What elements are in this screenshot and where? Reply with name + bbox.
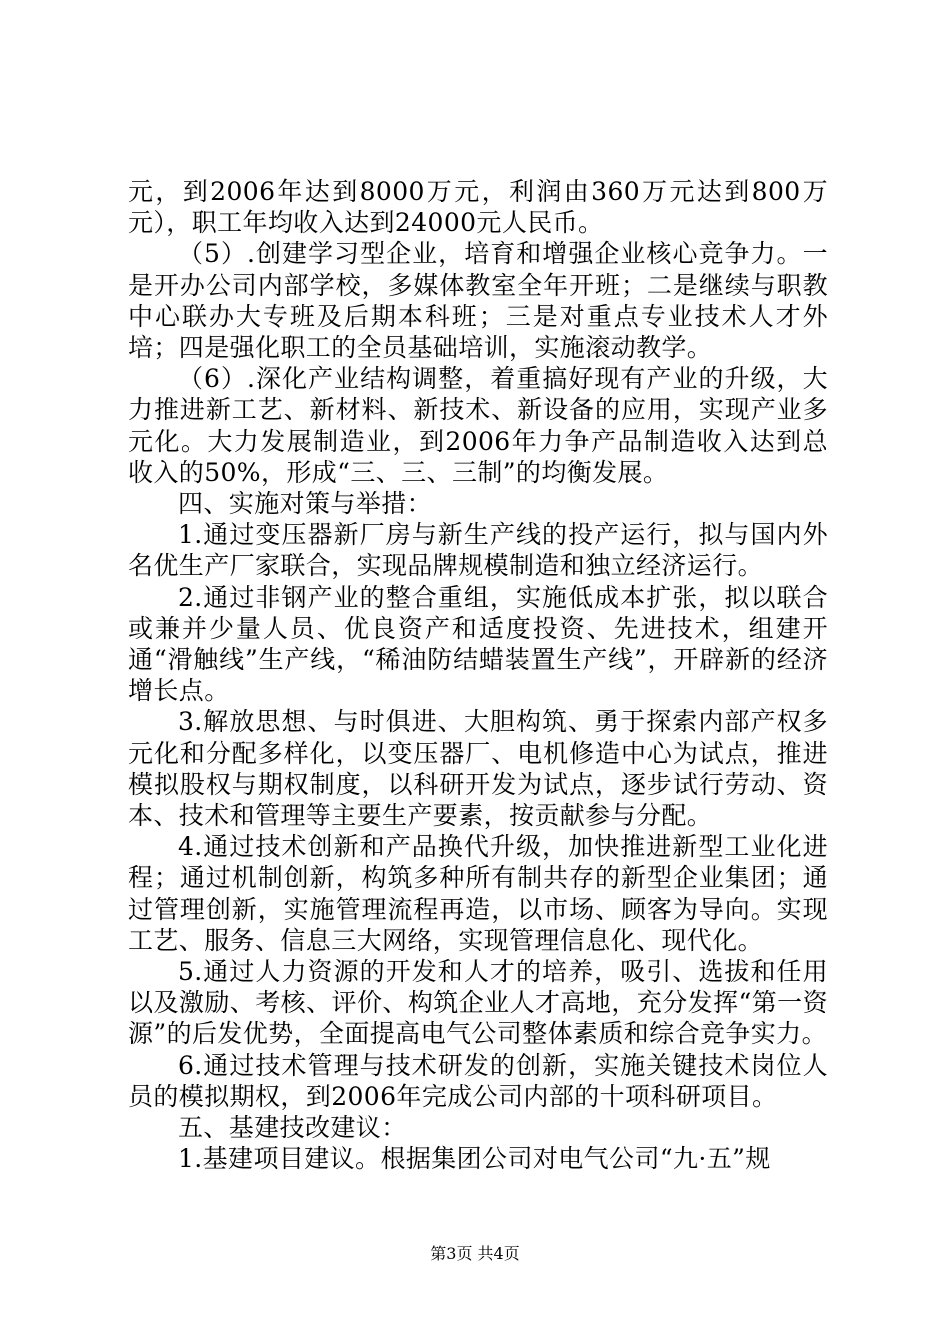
measure-3: 3.解放思想、与时俱进、大胆构筑、勇于探索内部产权多元化和分配多样化，以变压器厂、电机修造中心为试点，推进模拟股权与期权制度，以科研开发为试点，逐步试行劳动、资本、技术和管理等主要生产要素，按贡献参与分配。 [128, 707, 828, 831]
suggestion-1: 1.基建项目建议。根据集团公司对电气公司“九·五”规 [178, 1144, 771, 1174]
paragraph-continuation: 元，到2006年达到8000万元，利润由360万元达到800万元），职工年均收入达到24000元人民币。 [128, 177, 828, 238]
section-heading-4: 四、实施对策与举措： [178, 489, 433, 519]
page-footer: 第3页 共4页 [430, 1244, 520, 1263]
measure-6: 6.通过技术管理与技术研发的创新，实施关键技术岗位人员的模拟期权，到2006年完成公司内部的十项科研项目。 [128, 1050, 828, 1111]
document-body [128, 176, 828, 1175]
section-heading-5: 五、基建技改建议： [178, 1113, 407, 1143]
measure-2: 2.通过非钢产业的整合重组，实施低成本扩张，拟以联合或兼并少量人员、优良资产和适度投资、先进技术，组建开通“滑触线”生产线，“稀油防结蜡装置生产线”，开辟新的经济增长点。 [128, 582, 828, 706]
paragraph-item-5: （5）.创建学习型企业，培育和增强企业核心竞争力。一是开办公司内部学校，多媒体教室全年开班；二是继续与职教中心联办大专班及后期本科班；三是对重点专业技术人才外培；四是强化职工的全员基础培训，实施滚动教学。 [128, 239, 828, 363]
paragraph-item-6: （6）.深化产业结构调整，着重搞好现有产业的升级，大力推进新工艺、新材料、新技术、新设备的应用，实现产业多元化。大力发展制造业，到2006年力争产品制造收入达到总收入的50%，形成“三、三、三制”的均衡发展。 [128, 364, 828, 487]
measure-1: 1.通过变压器新厂房与新生产线的投产运行，拟与国内外名优生产厂家联合，实现品牌规模制造和独立经济运行。 [128, 520, 828, 581]
measure-5: 5.通过人力资源的开发和人才的培养，吸引、选拔和任用以及激励、考核、评价、构筑企业人才高地，充分发挥“第一资源”的后发优势，全面提高电气公司整体素质和综合竞争实力。 [128, 957, 828, 1049]
measure-4: 4.通过技术创新和产品换代升级，加快推进新型工业化进程；通过机制创新，构筑多种所有制共存的新型企业集团；通过管理创新，实施管理流程再造，以市场、顾客为导向。实现工艺、服务、信息三大网络，实现管理信息化、现代化。 [128, 832, 828, 955]
